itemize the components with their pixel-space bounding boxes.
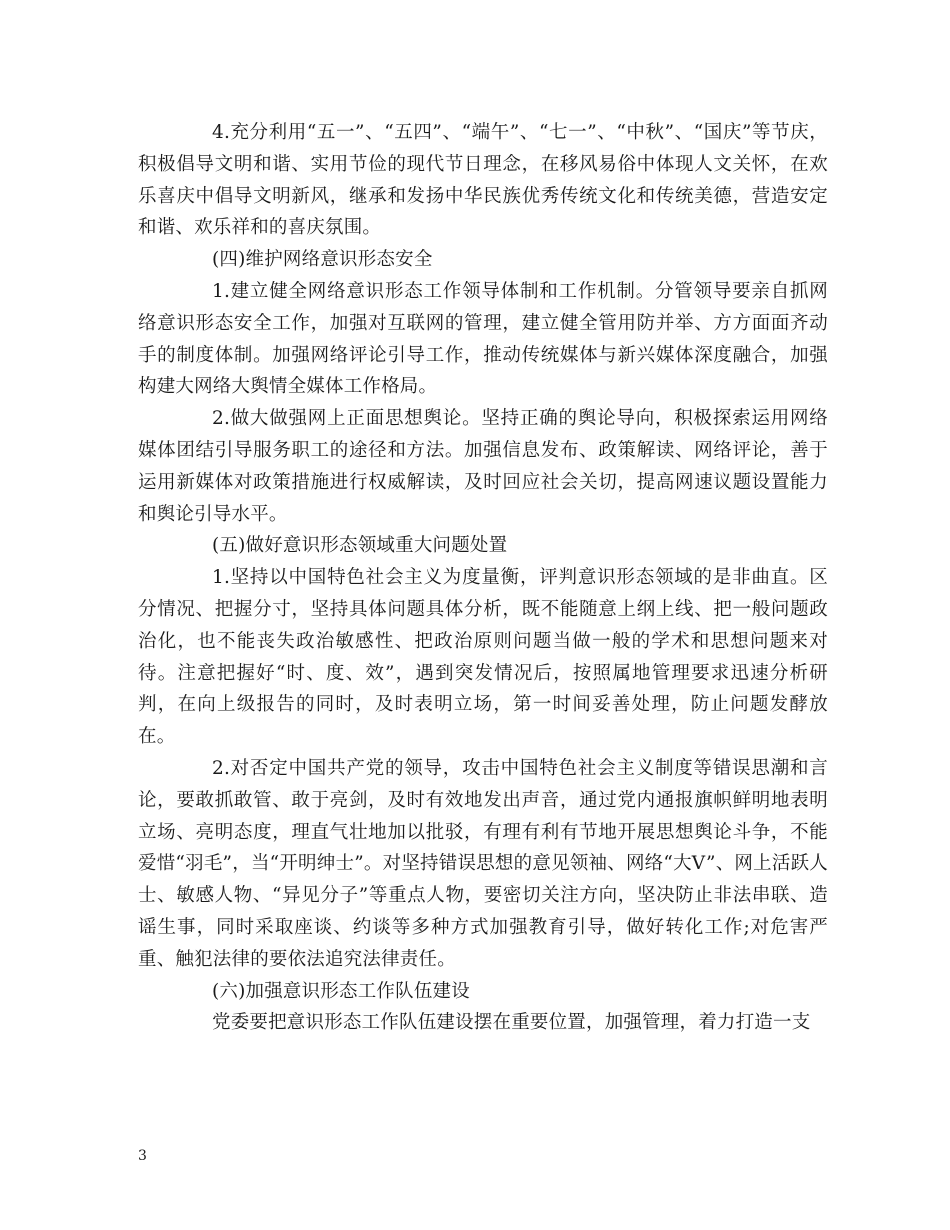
paragraph-festival-culture: 4.充分利用“五一”、“五四”、“端午”、“七一”、“中秋”、“国庆”等节庆，积极倡导文明和谐、实用节俭的现代节日理念，在移风易俗中体现人文关怀，在欢乐喜庆中倡导文明新风，继承和发扬中华民族优秀传统文化和传统美德，营造安定和谐、欢乐祥和的喜庆氛围。 [138, 122, 828, 239]
section-heading-team-building: (六)加强意识形态工作队伍建设 [212, 980, 470, 1002]
paragraph-team-building: 党委要把意识形态工作队伍建设摆在重要位置，加强管理，着力打造一支 [212, 1012, 811, 1034]
section-heading-major-issues: (五)做好意识形态领域重大问题处置 [212, 535, 508, 557]
paragraph-online-opinion: 2.做大做强网上正面思想舆论。坚持正确的舆论导向，积极探索运用网络媒体团结引导服务职工的途径和方法。加强信息发布、政策解读、网络评论，善于运用新媒体对政策措施进行权威解读，及时回应社会关切，提高网速议题设置能力和舆论引导水平。 [138, 408, 828, 525]
page-number: 3 [138, 1148, 147, 1164]
paragraph-judgement-principles: 1.坚持以中国特色社会主义为度量衡，评判意识形态领域的是非曲直。区分情况、把握分寸，坚持具体问题具体分析，既不能随意上纲上线、把一般问题政治化，也不能丧失政治敏感性、把政治原则问题当做一般的学术和思想问题来对待。注意把握好“时、度、效”，遇到突发情况后，按照属地管理要求迅速分析研判，在向上级报告的同时，及时表明立场，第一时间妥善处理，防止问题发酵放在。 [138, 567, 828, 748]
paragraph-network-leadership: 1.建立健全网络意识形态工作领导体制和工作机制。分管领导要亲自抓网络意识形态安全工作，加强对互联网的管理，建立健全管用防并举、方方面面齐动手的制度体制。加强网络评论引导工作，推动传统媒体与新兴媒体深度融合，加强构建大网络大舆情全媒体工作格局。 [138, 280, 828, 398]
section-heading-network-security: (四)维护网络意识形态安全 [212, 249, 433, 271]
document-body [138, 117, 828, 1039]
paragraph-countering-errors: 2.对否定中国共产党的领导，攻击中国特色社会主义制度等错误思潮和言论，要敢抓敢管、敢于亮剑，及时有效地发出声音，通过党内通报旗帜鲜明地表明立场、亮明态度，理直气壮地加以批驳，有理有利有节地开展思想舆论斗争，不能爱惜“羽毛”，当“开明绅士”。对坚持错误思想的意见领袖、网络“大V”、网上活跃人士、敏感人物、“异见分子”等重点人物，要密切关注方向，坚决防止非法串联、造谣生事，同时采取座谈、约谈等多种方式加强教育引导，做好转化工作;对危害严重、触犯法律的要依法追究法律责任。 [138, 757, 828, 970]
